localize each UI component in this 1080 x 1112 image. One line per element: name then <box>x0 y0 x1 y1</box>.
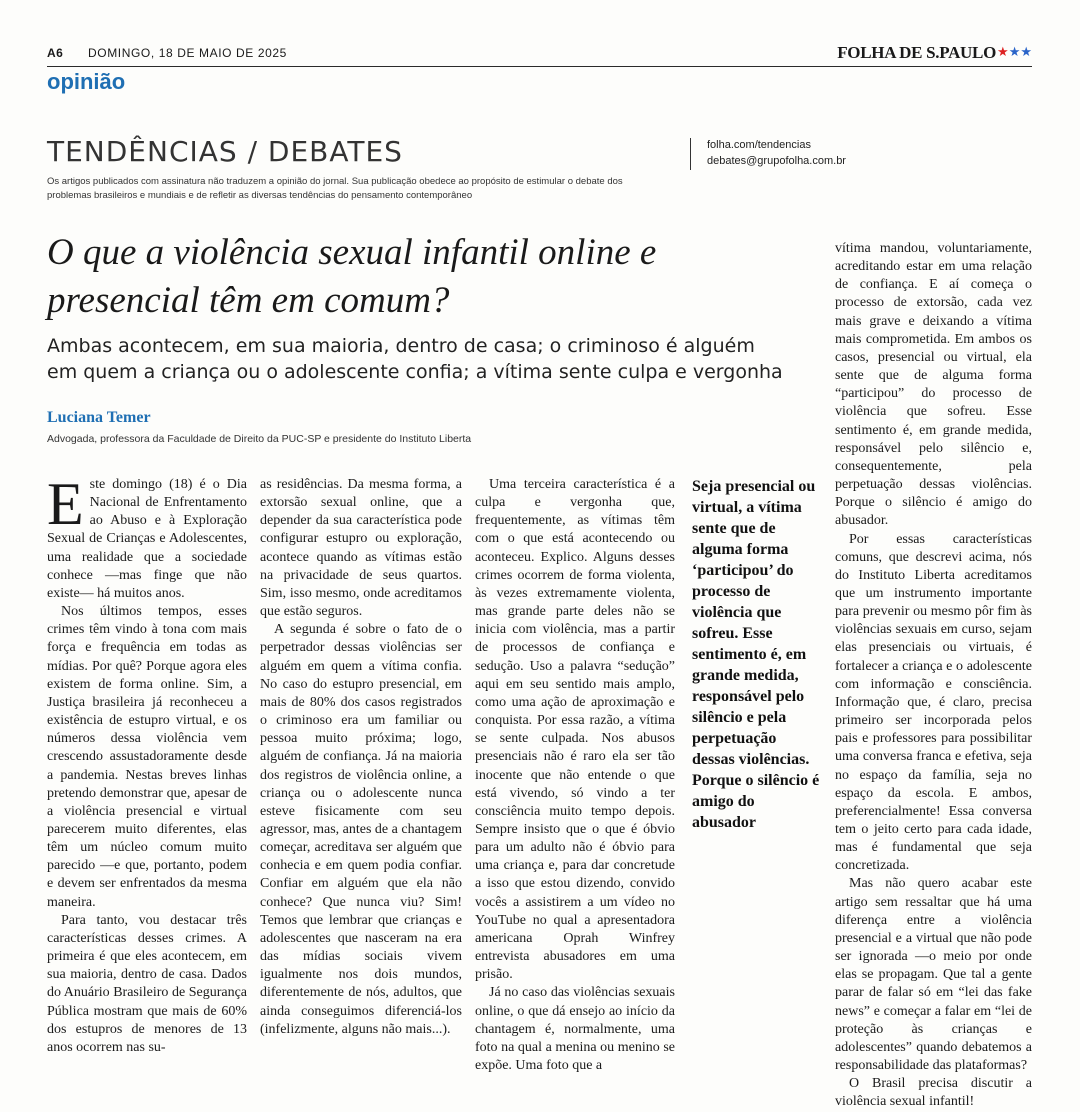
subtitle: Ambas acontecem, em sua maioria, dentro de casa; o criminoso é alguém em quem a criança ou o adolescente confia; a vítima sente culpa e vergonha <box>47 335 783 383</box>
paragraph: Já no caso das violências sexuais online, o que dá ensejo ao início da chantagem é, normalmente, uma foto na qual a menina ou menino se expõe. Uma foto que a <box>475 985 675 1073</box>
article-column-1 <box>47 471 247 1055</box>
author-bio: Advogada, professora da Faculdade de Direito da PUC-SP e presidente do Instituto Liberta <box>47 433 472 445</box>
article-column-2 <box>260 476 462 1037</box>
article-column-4 <box>835 240 1032 1110</box>
paragraph: A segunda é sobre o fato de o perpetrador dessas violências ser alguém em quem a vítima confia. No caso do estupro presencial, em mais de 80% dos casos registrados o criminoso era um familiar ou pessoa muito próxima; logo, alguém de confiança. Já na maioria dos registros de violência online, a criança ou o adolescente nunca esteve fisicamente com seu agressor, mas, antes de a chantagem começar, acreditava ser alguém que conhecia e em quem podia confiar. Confiar em alguém que ela não conhece? Que nunca viu? Sim! Temos que lembrar que crianças e adolescentes que nasceram na era das mídias sociais vivem igualmente nos dois mundos, diferentemente de nós, adultos, que ainda conseguimos diferenciá-los (infelizmente, alguns não mais...). <box>260 622 462 1037</box>
paragraph <box>47 471 247 603</box>
paragraph: Para tanto, vou destacar três características desses crimes. A primeira é que eles acontecem, em sua maioria, dentro de casa. Dados do Anuário Brasileiro de Segurança Pública mostram que mais de 60% dos estupros de menores de 13 anos ocorrem nas su- <box>47 912 247 1055</box>
contact-info <box>690 138 846 170</box>
page-date: DOMINGO, 18 DE MAIO DE 2025 <box>88 46 287 60</box>
page-header <box>47 44 1032 67</box>
drop-cap: E <box>47 471 84 537</box>
paragraph: O Brasil precisa discutir a violência sexual infantil! <box>835 1076 1032 1110</box>
section-title: opinião <box>47 69 126 94</box>
headline: O que a violência sexual infantil online e presencial têm em comum? <box>47 232 657 322</box>
paragraph-text: ste domingo (18) é o Dia Nacional de Enfrentamento ao Abuso e à Exploração Sexual de Crianças e Adolescentes, uma realidade que a sociedade conhece —mas finge que não existe— há muitos anos. <box>47 477 247 601</box>
stars-icon <box>997 45 1032 60</box>
page-number: A6 <box>47 46 64 60</box>
paragraph: Nos últimos tempos, esses crimes têm vindo à tona com mais força e frequência em todas as mídias. Por quê? Porque agora eles existem de forma online. Sim, a Justiça brasileira já reconheceu a existência de estupro virtual, e os números dessa violência vem crescendo assustadoramente desde a pandemia. Nestas breves linhas pretendo demonstrar que, apesar de a violência presencial e virtual parecerem muito diferentes, elas têm um núcleo comum muito parecido —e que, portanto, podem e devem ser enfrentados da mesma maneira. <box>47 604 247 910</box>
paragraph: as residências. Da mesma forma, a extorsão sexual online, que a depender da sua característica pode configurar estupro ou exploração, acontece quando as vítimas estão na privacidade de seus quartos. Sim, isso mesmo, onde acreditamos que estão seguros. <box>260 477 462 620</box>
pull-quote: Seja presencial ou virtual, a vítima sente que de alguma forma ‘participou’ do processo de violência que sofreu. Esse sentimento é, em grande medida, responsável pelo silêncio e pela perpetuação dessas violências. Porque o silêncio é amigo do abusador <box>692 478 820 831</box>
paragraph: Por essas características comuns, que descrevi acima, nós do Instituto Liberta acreditamos que um instrumento importante para prevenir ou mesmo pôr fim às violências sexuais em curso, sejam elas presenciais ou virtuais, é fortalecer a criança e o adolescente com informação e consciência. Informação que, é claro, precisa primeiro ser incorporada pelos pais e professores para possibilitar uma conversa franca e efetiva, seja no espaço da família, seja no espaço da escola. E ambos, preferencialmente! Essa conversa tem o jeito certo para cada idade, mas é fundamental que seja concretizada. <box>835 531 1032 874</box>
paragraph: Mas não quero acabar este artigo sem ressaltar que há uma diferença entre a violência presencial e a virtual que não pode ser ignorada —o meio por onde elas se propagam. Que tal a gente parar de falar só em “lei das fake news” e começar a falar em “lei de proteção às crianças e adolescentes” quando debatemos a responsabilidade das plataformas? <box>835 876 1032 1074</box>
star-icon: ★ <box>1020 45 1032 60</box>
author-name: Luciana Temer <box>47 409 151 426</box>
paragraph: Uma terceira característica é a culpa e vergonha que, frequentemente, as vítimas têm com o que está acontecendo ou aconteceu. Explico. Alguns desses crimes ocorrem de forma violenta, às vezes extremamente violenta, mas grande parte deles não se inicia com violência, mas a partir de processos de confiança e sedução. Uso a palavra “sedução” aqui em seu sentido mais amplo, como uma ação de aproximação e conquista. Por essa razão, a vítima se sente culpada. Nos abusos presenciais não é raro ela ser tão inocente que não entende o que está vivendo, só vindo a ter consciência muito tempo depois. Sempre insisto que o que é óbvio para um adulto não é óbvio para uma criança e, para dar concretude a isso que estou dizendo, convido vocês a assistirem a um vídeo no YouTube no qual a apresentadora americana Oprah Winfrey entrevista abusadores em uma prisão. <box>475 477 675 983</box>
star-icon: ★ <box>997 45 1009 60</box>
site-link[interactable]: folha.com/tendencias <box>707 139 811 151</box>
email-link[interactable]: debates@grupofolha.com.br <box>707 154 846 167</box>
paragraph: vítima mandou, voluntariamente, acreditando estar em uma relação de confiança. E aí começa o processo de extorsão, cada vez mais grave e deixando a vítima mais comprometida. Em ambos os casos, presencial ou virtual, ela sente que de alguma forma “participou” do processo de violência que sofreu. Esse sentimento é, em grande medida, responsável pelo silêncio e, consequentemente, pela perpetuação dessas violências. Porque o silêncio é amigo do abusador. <box>835 241 1032 529</box>
newspaper-logo: FOLHA DE S.PAULO <box>837 43 996 62</box>
column-title: TENDÊNCIAS / DEBATES <box>47 135 403 168</box>
star-icon: ★ <box>1008 45 1021 60</box>
editorial-disclaimer: Os artigos publicados com assinatura não traduzem a opinião do jornal. Sua publicação obedece ao propósito de estimular o debate dos problemas brasileiros e mundiais e de refletir as diversas tendências do pensamento contemporâneo <box>47 176 623 201</box>
article-column-3 <box>475 476 675 1073</box>
